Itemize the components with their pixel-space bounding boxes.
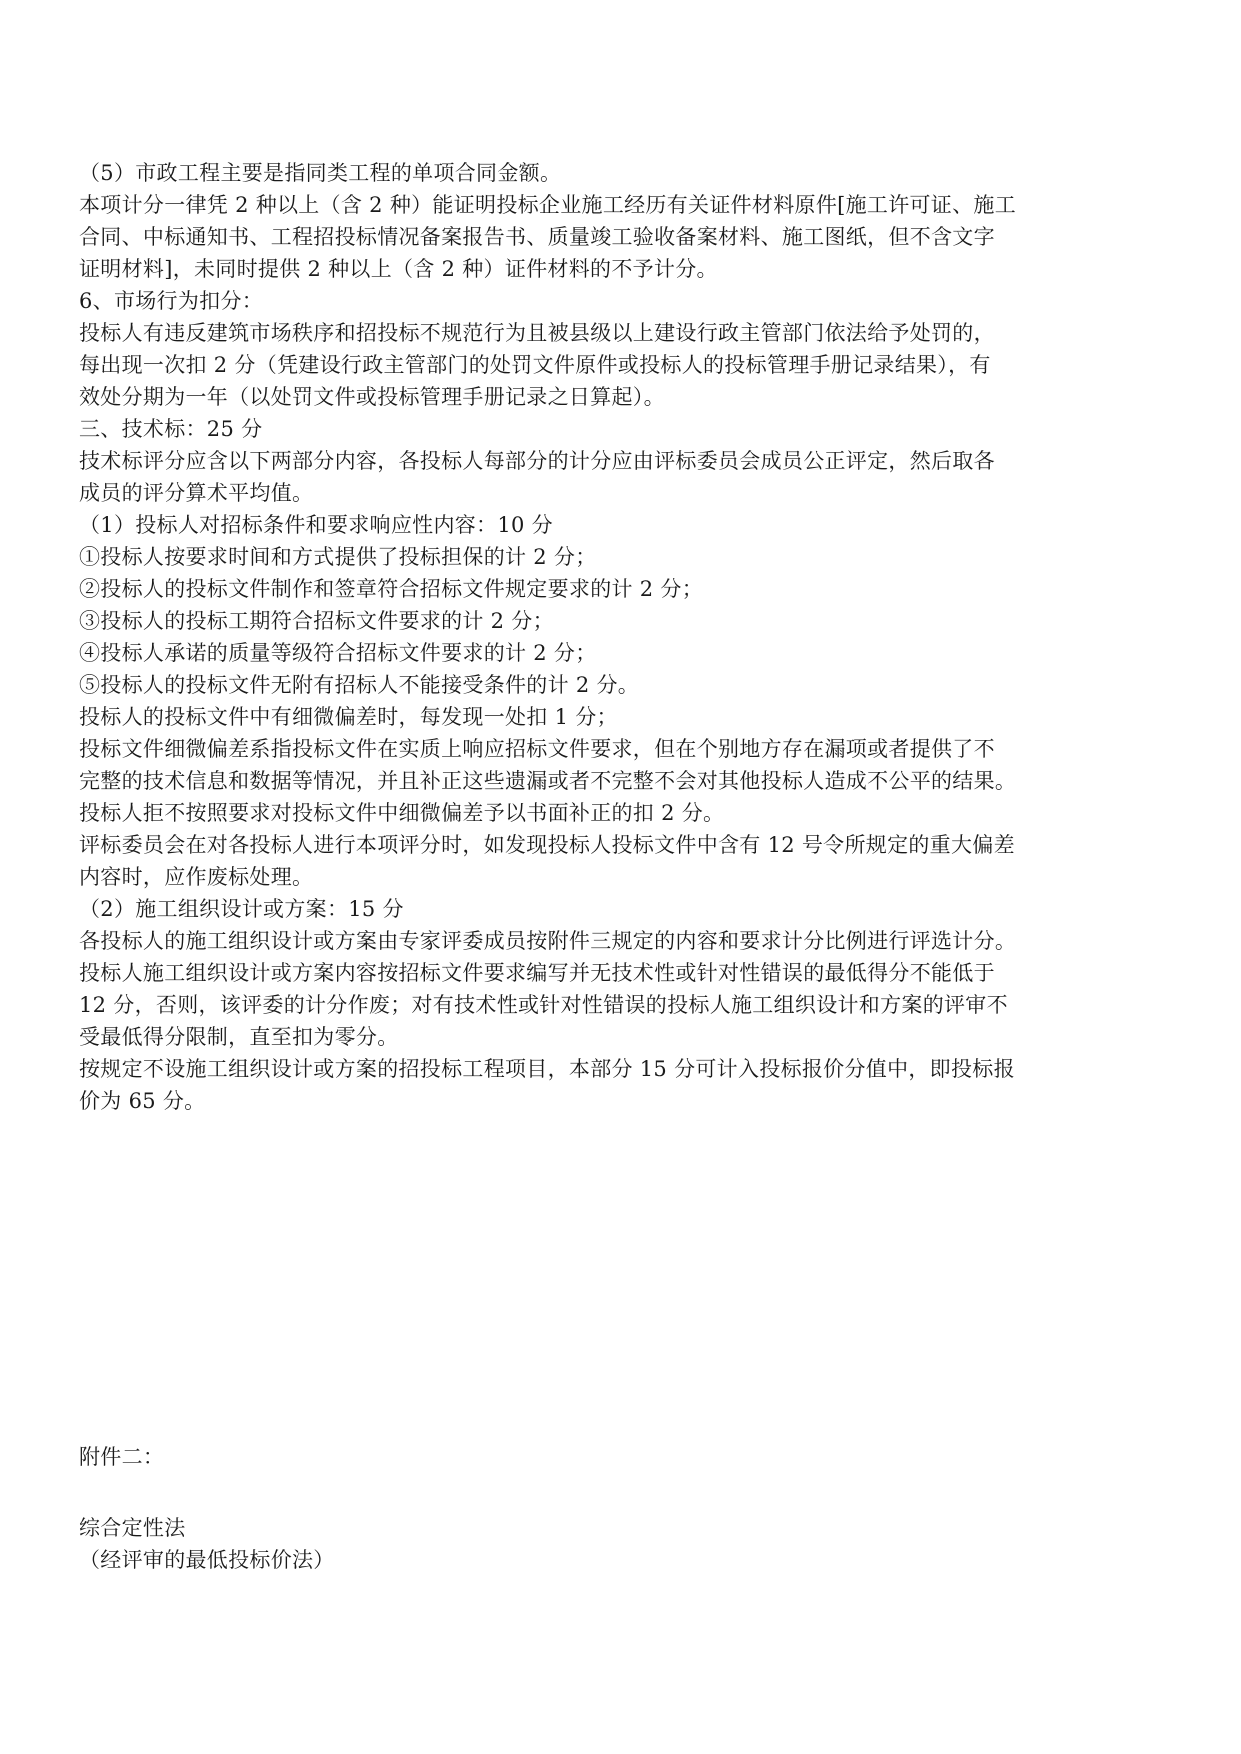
- body-line: 效处分期为一年（以处罚文件或投标管理手册记录之日算起）。: [79, 385, 665, 409]
- body-line: （5）市政工程主要是指同类工程的单项合同金额。: [79, 161, 562, 185]
- body-line: 受最低得分限制，直至扣为零分。: [79, 1025, 399, 1049]
- body-line: 投标人施工组织设计或方案内容按招标文件要求编写并无技术性或针对性错误的最低得分不能低于: [79, 961, 995, 985]
- body-line: 按规定不设施工组织设计或方案的招投标工程项目，本部分 15 分可计入投标报价分值中，即投标报: [79, 1057, 1015, 1081]
- body-line: 每出现一次扣 2 分（凭建设行政主管部门的处罚文件原件或投标人的投标管理手册记录结果），有: [79, 353, 991, 377]
- body-line: 各投标人的施工组织设计或方案由专家评委成员按附件三规定的内容和要求计分比例进行评选计分。: [79, 929, 1017, 953]
- section-heading: 三、技术标：25 分: [79, 417, 263, 441]
- body-line: 技术标评分应含以下两部分内容，各投标人每部分的计分应由评标委员会成员公正评定，然后取各: [79, 449, 995, 473]
- body-line: 12 分，否则，该评委的计分作废；对有技术性或针对性错误的投标人施工组织设计和方案的评审不: [79, 993, 1008, 1017]
- appendix-label: 附件二：: [79, 1445, 165, 1469]
- body-line: 投标文件细微偏差系指投标文件在实质上响应招标文件要求，但在个别地方存在漏项或者提供了不: [79, 737, 995, 761]
- list-item: ②投标人的投标文件制作和签章符合招标文件规定要求的计 2 分；: [79, 577, 704, 601]
- subsection-heading: （1）投标人对招标条件和要求响应性内容：10 分: [79, 513, 553, 537]
- body-line: 完整的技术信息和数据等情况，并且补正这些遗漏或者不完整不会对其他投标人造成不公平的结果。: [79, 769, 1017, 793]
- appendix-label-block: [79, 1441, 1171, 1473]
- list-item: ⑤投标人的投标文件无附有招标人不能接受条件的计 2 分。: [79, 673, 640, 697]
- body-line: 评标委员会在对各投标人进行本项评分时，如发现投标人投标文件中含有 12 号令所规定的重大偏差: [79, 833, 1015, 857]
- body-line: 内容时，应作废标处理。: [79, 865, 314, 889]
- body-line: 合同、中标通知书、工程招投标情况备案报告书、质量竣工验收备案材料、施工图纸，但不含文字: [79, 225, 995, 249]
- body-line: 投标人的投标文件中有细微偏差时，每发现一处扣 1 分；: [79, 705, 618, 729]
- appendix-title-block: [79, 1512, 1171, 1576]
- list-item: ①投标人按要求时间和方式提供了投标担保的计 2 分；: [79, 545, 597, 569]
- appendix-title: 综合定性法: [79, 1516, 186, 1540]
- body-line: 价为 65 分。: [79, 1089, 206, 1113]
- document-body: [79, 157, 1171, 1117]
- subsection-heading: （2）施工组织设计或方案：15 分: [79, 897, 404, 921]
- body-line: 投标人拒不按照要求对投标文件中细微偏差予以书面补正的扣 2 分。: [79, 801, 725, 825]
- list-item: ④投标人承诺的质量等级符合招标文件要求的计 2 分；: [79, 641, 597, 665]
- body-line: 成员的评分算术平均值。: [79, 481, 314, 505]
- body-line: 证明材料]，未同时提供 2 种以上（含 2 种）证件材料的不予计分。: [79, 257, 718, 281]
- appendix-subtitle: （经评审的最低投标价法）: [79, 1548, 335, 1572]
- body-line: 投标人有违反建筑市场秩序和招投标不规范行为且被县级以上建设行政主管部门依法给予处罚的，: [79, 321, 995, 345]
- body-line: 本项计分一律凭 2 种以上（含 2 种）能证明投标企业施工经历有关证件材料原件[施工许可证、施工: [79, 193, 1017, 217]
- list-item: ③投标人的投标工期符合招标文件要求的计 2 分；: [79, 609, 554, 633]
- section-heading: 6、市场行为扣分：: [79, 289, 264, 313]
